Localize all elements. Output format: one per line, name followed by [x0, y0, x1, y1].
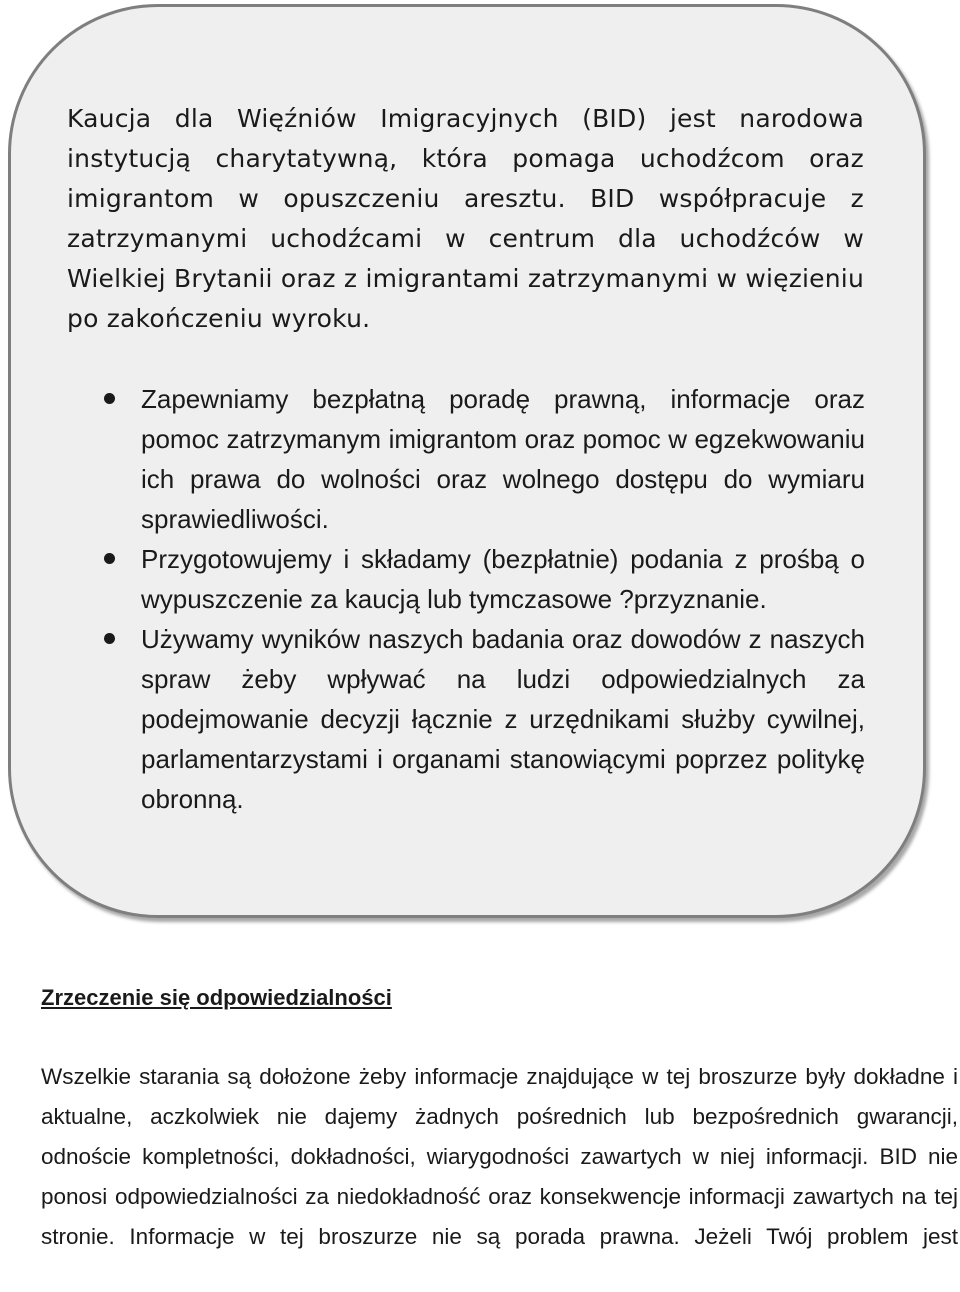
- list-item: [100, 379, 865, 539]
- bullet-icon: [104, 553, 115, 564]
- list-item-text: Zapewniamy bezpłatną poradę prawną, informacje oraz pomoc zatrzymanym imigrantom oraz pomoc w egzekwowaniu ich prawa do wolności oraz wolnego dostępu do wymiaru sprawiedliwości.: [141, 384, 865, 534]
- bullet-icon: [104, 393, 115, 404]
- list-item: [100, 619, 865, 819]
- disclaimer-paragraph: Wszelkie starania są dołożone żeby informacje znajdujące w tej broszurze były dokładne i aktualne, aczkolwiek nie dajemy żadnych pośrednich lub bezpośrednich gwarancji, odnoście kompletności, dokładności, wiarygodności zawartych w niej informacji. BID nie ponosi odpowiedzialności za niedokładność oraz konsekwencje informacji zawartych na tej stronie. Informacje w tej broszurze nie są porada prawna. Jeżeli Twój problem jest: [41, 1064, 958, 1249]
- disclaimer-heading: Zrzeczenie się odpowiedzialności: [41, 985, 392, 1010]
- intro-paragraph: Kaucja dla Więźniów Imigracyjnych (BID) jest narodowa instytucją charytatywną, która pomaga uchodźcom oraz imigrantom w opuszczeniu aresztu. BID współpracuje z zatrzymanymi uchodźcami w centrum dla uchodźców w Wielkiej Brytanii oraz z imigrantami zatrzymanymi w więzieniu po zakończeniu wyroku.: [67, 104, 864, 333]
- list-item-text: Używamy wyników naszych badania oraz dowodów z naszych spraw żeby wpływać na ludzi odpowiedzialnych za podejmowanie decyzji łącznie z urzędnikami służby cywilnej, parlamentarzystami i organami stanowiącymi poprzez politykę obronną.: [141, 624, 865, 814]
- bullet-icon: [104, 633, 115, 644]
- list-item: [100, 539, 865, 619]
- list-item-text: Przygotowujemy i składamy (bezpłatnie) podania z prośbą o wypuszczenie za kaucją lub tymczasowe ?przyznanie.: [141, 544, 865, 614]
- services-list: [100, 379, 865, 819]
